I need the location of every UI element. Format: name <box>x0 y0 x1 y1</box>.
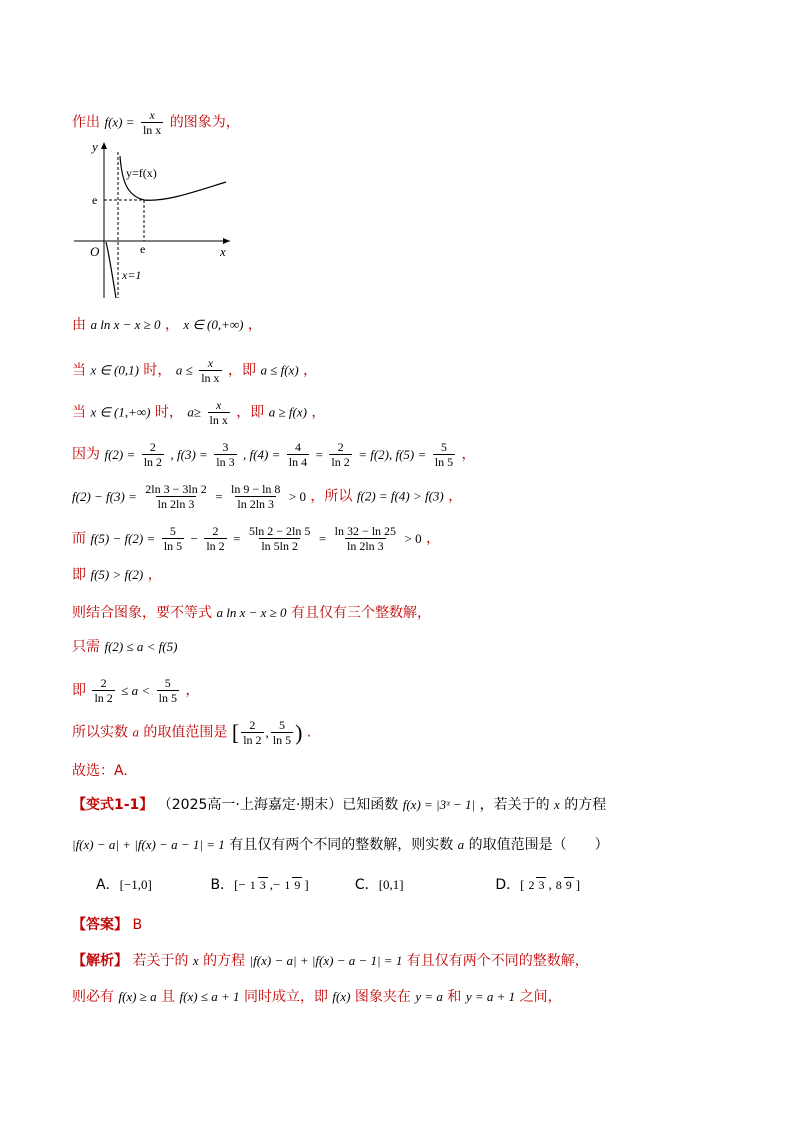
function-graph <box>70 138 240 304</box>
fraction-numerator: 1 <box>284 878 291 892</box>
step-line-10 <box>72 676 199 705</box>
math-expr: = <box>233 530 241 546</box>
math-expr: f(x) <box>332 989 351 1004</box>
math-expr: = <box>215 488 223 504</box>
text: ，所以 <box>310 488 353 505</box>
text: 则结合图象，要不等式 <box>72 605 212 621</box>
text: ，若关于的 <box>479 797 550 813</box>
fraction-denominator: ln 2 <box>143 455 163 469</box>
text: 故选：A. <box>72 763 128 779</box>
text: ， <box>185 682 200 699</box>
fraction <box>142 440 164 469</box>
step-line-1 <box>72 316 262 334</box>
fraction <box>199 356 221 385</box>
analysis-line-1 <box>72 952 589 970</box>
fraction <box>247 524 312 553</box>
text: ， <box>303 362 318 379</box>
math-expr: > 0 <box>404 530 422 546</box>
math-expr: f(2) = <box>104 446 136 462</box>
text: 的方程 <box>564 797 607 813</box>
math-expr: a ≤ <box>175 362 193 378</box>
fraction <box>143 482 208 511</box>
step-line-3 <box>72 398 325 427</box>
fraction-numerator: 8 <box>555 878 562 892</box>
fraction-denominator: ln 5 <box>434 455 454 469</box>
math-expr: f(x) ≤ a + 1 <box>179 989 240 1004</box>
fraction-numerator: 4 <box>294 440 301 454</box>
fraction <box>157 676 179 705</box>
text: 有且仅有两个不同的整数解，则实数 <box>229 837 454 853</box>
question-tag: 【变式1-1】 <box>72 797 154 813</box>
fraction <box>329 440 351 469</box>
curve-label: y=f(x) <box>126 166 157 180</box>
math-expr: a ln x − x ≥ 0 <box>90 317 161 332</box>
math-expr: = f(2), f(5) = <box>358 446 427 462</box>
fraction-denominator: ln 2 <box>331 455 350 469</box>
fraction-numerator: 5 <box>169 524 176 538</box>
text: 之间， <box>519 989 562 1005</box>
option-value: , <box>548 877 552 892</box>
option-list <box>96 876 580 894</box>
fraction <box>554 876 574 894</box>
fraction-denominator: ln x <box>201 371 220 385</box>
math-expr: a≥ <box>187 404 202 420</box>
math-expr: f(x) = |3ˣ − 1| <box>402 797 476 812</box>
intro-func: f(x) = <box>104 114 135 130</box>
math-expr: f(5) − f(2) = <box>90 530 156 546</box>
option-label: B． <box>210 877 235 893</box>
math-expr: a ≥ f(x) <box>268 404 307 420</box>
option-a <box>96 876 206 894</box>
fraction-denominator: ln 5 <box>163 539 183 553</box>
asymptote-label: x=1 <box>122 268 142 282</box>
question-line-1 <box>72 796 606 814</box>
fraction <box>92 676 114 705</box>
step-line-9 <box>72 638 177 656</box>
fraction-denominator: ln 5 <box>272 733 292 747</box>
fraction-numerator: 2ln 3 − 3ln 2 <box>145 482 207 496</box>
fraction <box>248 876 268 894</box>
text: 只需 <box>72 639 100 655</box>
fraction-numerator: ln 9 − ln 8 <box>230 482 281 496</box>
question-source: （2025高一·上海嘉定·期末）已知函数 <box>157 797 399 813</box>
fraction-denominator: 3 <box>259 878 266 892</box>
math-expr: f(2) − f(3) = <box>72 488 137 504</box>
option-value: ] <box>575 877 581 892</box>
option-value: [−1,0] <box>119 877 152 892</box>
text: 和 <box>447 989 462 1005</box>
math-var: a <box>132 724 139 740</box>
math-var: x <box>192 953 199 968</box>
fraction-numerator: 5ln 2 − 2ln 5 <box>248 524 311 538</box>
step-line-11 <box>72 718 311 747</box>
fraction-numerator: 3 <box>222 440 229 454</box>
text: 有且仅有两个不同的整数解， <box>406 953 589 969</box>
math-var: x <box>554 797 560 812</box>
math-expr: |f(x) − a| + |f(x) − a − 1| = 1 <box>249 953 403 968</box>
interval-expr: [ $\frac{2}{\ln 2}$ , $\frac{5}{\ln 5}$ ) <box>231 718 303 747</box>
fraction-numerator: 5 <box>278 718 285 732</box>
math-block <box>72 482 310 511</box>
option-d <box>495 876 580 894</box>
answer-line <box>72 916 142 934</box>
step-line-12 <box>72 762 128 780</box>
option-label: A． <box>96 877 120 893</box>
math-expr: = <box>318 530 327 546</box>
option-value: ] <box>304 877 309 892</box>
text: 则必有 <box>72 989 114 1005</box>
fraction-numerator: 2 <box>337 440 344 454</box>
fraction-numerator: 5 <box>164 676 171 690</box>
text: 同时成立，即 <box>243 989 328 1005</box>
text: . <box>306 724 312 741</box>
math-expr: x ∈ (1,+∞) <box>90 404 151 420</box>
text: ， <box>247 317 262 333</box>
fraction-numerator: 5 <box>440 440 447 454</box>
fraction <box>271 718 293 747</box>
math-expr: − <box>190 530 198 546</box>
fraction <box>287 440 309 469</box>
fraction-numerator: 2 <box>212 524 219 538</box>
text: 且 <box>161 989 176 1005</box>
fraction <box>204 524 226 553</box>
text: 因为 <box>72 446 100 463</box>
text: 所以实数 <box>72 724 128 741</box>
fraction-numerator: x <box>207 356 214 370</box>
math-expr: f(2) = f(4) > f(3) <box>356 488 444 504</box>
y-axis-label: y <box>92 139 98 154</box>
fraction-denominator: ln 3 <box>216 455 235 469</box>
text: 由 <box>72 317 86 333</box>
text: 而 <box>72 530 86 547</box>
fraction <box>526 876 546 894</box>
text: ，即 <box>236 404 265 421</box>
fraction-denominator: 9 <box>294 878 301 892</box>
fraction-denominator: ln 2 <box>206 539 225 553</box>
math-expr: , f(4) = <box>243 446 281 462</box>
text: 若关于的 <box>132 953 189 969</box>
y-axis-arrow-icon <box>101 142 107 149</box>
intro-text: 作出 <box>72 114 100 131</box>
fraction-denominator: ln 2ln 3 <box>347 539 384 553</box>
fraction-denominator: ln x <box>209 413 228 427</box>
step-line-8 <box>72 604 431 622</box>
math-expr: |f(x) − a| + |f(x) − a − 1| = 1 <box>72 837 225 852</box>
text: ， <box>448 488 463 505</box>
option-value: [0,1] <box>378 877 404 892</box>
text: 即 <box>72 682 86 699</box>
math-expr: a ln x − x ≥ 0 <box>216 605 287 620</box>
text: 的取值范围是（ ） <box>468 837 609 853</box>
intro-line <box>72 108 240 137</box>
text: 当 <box>72 362 86 379</box>
e-x-label: e <box>140 242 146 256</box>
option-label: D． <box>495 877 521 893</box>
text: ， <box>426 530 441 547</box>
text: ， <box>147 567 162 583</box>
text: 有且仅有三个整数解， <box>290 605 431 621</box>
fraction <box>282 876 302 894</box>
math-block <box>104 440 461 469</box>
option-value: ,− <box>269 877 281 892</box>
e-y-label: e <box>92 193 98 207</box>
origin-label: O <box>90 244 100 259</box>
text: 的方程 <box>203 953 246 969</box>
answer-tag: 【答案】 <box>72 917 128 933</box>
math-expr: a ≤ f(x) <box>260 362 299 378</box>
option-b <box>210 876 350 894</box>
fraction-numerator: x <box>216 398 222 412</box>
math-expr: x ∈ (0,1) <box>90 362 139 378</box>
text: ， <box>164 317 179 333</box>
text: 即 <box>72 567 86 583</box>
answer-value: B <box>132 917 143 933</box>
math-expr: ≤ a < <box>121 682 151 698</box>
fraction <box>162 524 184 553</box>
math-expr: , f(3) = <box>170 446 208 462</box>
fraction-denominator: ln 5ln 2 <box>261 539 298 553</box>
step-line-5 <box>72 482 462 511</box>
x-axis-label: x <box>220 244 226 259</box>
math-expr: > 0 <box>288 488 306 504</box>
intro-post: 的图象为， <box>169 114 240 131</box>
math-expr: y = a + 1 <box>465 989 516 1004</box>
text: 时， <box>154 404 183 421</box>
fraction-denominator: 9 <box>565 878 572 892</box>
option-value: [ <box>520 877 525 892</box>
intro-fraction <box>141 108 163 137</box>
fraction <box>208 398 230 427</box>
math-expr: f(x) ≥ a <box>118 989 157 1004</box>
text: ，即 <box>228 362 257 379</box>
fraction-denominator: ln 4 <box>288 455 308 469</box>
step-line-2 <box>72 356 317 385</box>
fraction-numerator: 2 <box>528 878 535 892</box>
option-label: C． <box>354 877 379 893</box>
fraction-numerator: ln 32 − ln 25 <box>334 524 397 538</box>
fraction-numerator: 2 <box>249 718 256 732</box>
math-var: a <box>457 837 465 852</box>
fraction-denominator: ln 2ln 3 <box>157 497 195 511</box>
option-value: [− <box>234 877 246 892</box>
fraction <box>241 718 263 747</box>
math-block <box>90 676 185 705</box>
fraction <box>214 440 236 469</box>
text: 的取值范围是 <box>143 724 228 741</box>
fraction-denominator: 3 <box>538 878 545 892</box>
fraction-numerator: x <box>149 108 155 122</box>
text: 时， <box>143 362 172 379</box>
math-expr: f(2) ≤ a < f(5) <box>104 639 178 654</box>
step-line-6 <box>72 524 440 553</box>
step-line-7 <box>72 566 162 584</box>
fraction-denominator: ln 2ln 3 <box>237 497 275 511</box>
fraction <box>433 440 455 469</box>
fraction-denominator: ln x <box>142 123 162 137</box>
text: ， <box>311 404 326 421</box>
question-line-2 <box>72 836 609 854</box>
math-expr: = <box>315 446 323 462</box>
analysis-tag: 【解析】 <box>72 953 128 969</box>
fraction-numerator: 2 <box>149 440 156 454</box>
curve-left-branch <box>106 242 116 298</box>
step-line-4 <box>72 440 476 469</box>
fraction-numerator: 1 <box>249 878 256 892</box>
text: ， <box>461 446 476 463</box>
text: 图象夹在 <box>354 989 411 1005</box>
fraction-denominator: ln 2 <box>94 691 113 705</box>
analysis-line-2 <box>72 988 562 1006</box>
text: 当 <box>72 404 86 421</box>
math-expr: f(5) > f(2) <box>90 567 144 582</box>
fraction <box>333 524 398 553</box>
fraction-denominator: ln 2 <box>243 733 262 747</box>
math-block <box>90 524 426 553</box>
fraction <box>229 482 282 511</box>
math-expr: y = a <box>415 989 443 1004</box>
fraction-denominator: ln 5 <box>158 691 177 705</box>
option-c <box>355 876 491 894</box>
math-expr: x ∈ (0,+∞) <box>183 317 244 332</box>
fraction-numerator: 2 <box>100 676 107 690</box>
